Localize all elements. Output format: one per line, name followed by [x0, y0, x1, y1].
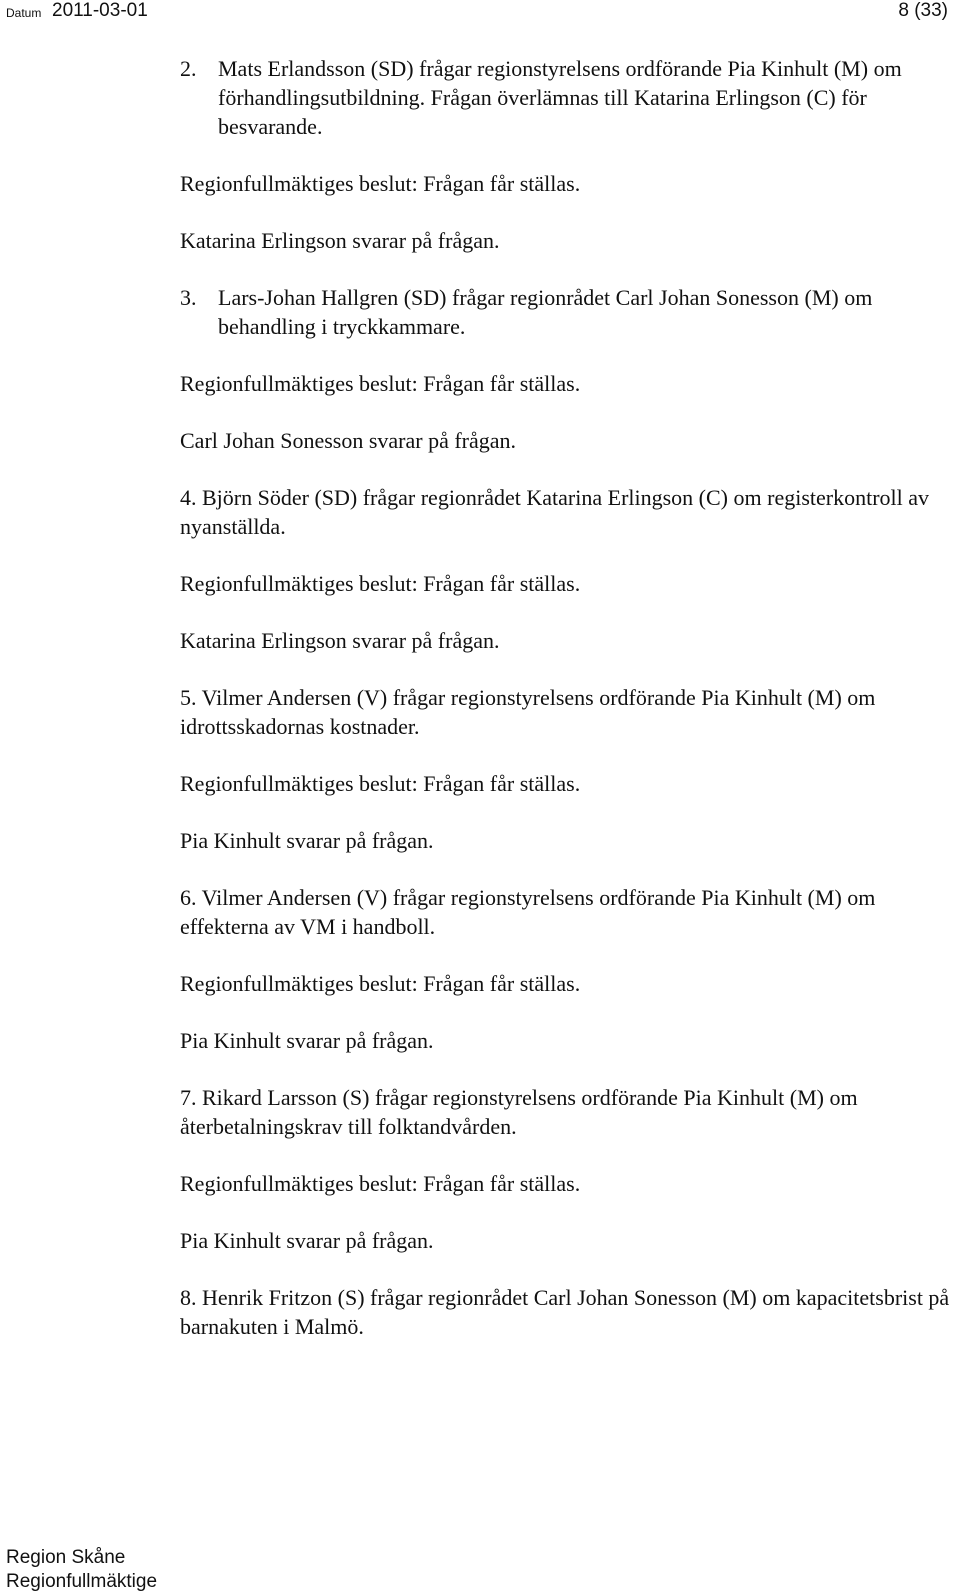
question-item: [180, 1083, 950, 1141]
page-number: 8 (33): [898, 0, 948, 21]
item-number: 5.: [180, 685, 197, 710]
question-item: [180, 54, 948, 141]
item-text: Vilmer Andersen (V) frågar regionstyrelsens ordförande Pia Kinhult (M) om effekterna av VM i handboll.: [180, 885, 876, 939]
item-text: Lars-Johan Hallgren (SD) frågar regionrådet Carl Johan Sonesson (M) om behandling i tryckkammare.: [218, 285, 873, 339]
decision-text: Regionfullmäktiges beslut: Frågan får ställas.: [180, 371, 581, 396]
item-text: Björn Söder (SD) frågar regionrådet Katarina Erlingson (C) om registerkontroll av nyanställda.: [180, 485, 930, 539]
item-text: Rikard Larsson (S) frågar regionstyrelsens ordförande Pia Kinhult (M) om återbetalningskrav till folktandvården.: [180, 1085, 858, 1139]
decision-text: Regionfullmäktiges beslut: Frågan får ställas.: [180, 771, 581, 796]
item-number: 2.: [180, 56, 197, 81]
page-footer: [6, 1546, 157, 1594]
answer-text: Pia Kinhult svarar på frågan.: [180, 1228, 434, 1253]
decision-text: Regionfullmäktiges beslut: Frågan får ställas.: [180, 1171, 581, 1196]
question-item: [180, 1283, 950, 1341]
answer-text: Katarina Erlingson svarar på frågan.: [180, 228, 500, 253]
item-number: 3.: [180, 285, 197, 310]
item-text: Vilmer Andersen (V) frågar regionstyrelsens ordförande Pia Kinhult (M) om idrottsskadornas kostnader.: [180, 685, 876, 739]
decision-text: Regionfullmäktiges beslut: Frågan får ställas.: [180, 171, 581, 196]
answer-text: Carl Johan Sonesson svarar på frågan.: [180, 428, 517, 453]
decision-text: Regionfullmäktiges beslut: Frågan får ställas.: [180, 571, 581, 596]
decision-text: Regionfullmäktiges beslut: Frågan får ställas.: [180, 971, 581, 996]
answer-text: Pia Kinhult svarar på frågan.: [180, 1028, 434, 1053]
footer-organization: Region Skåne: [6, 1547, 126, 1568]
item-number: 8.: [180, 1285, 197, 1310]
document-body: [0, 54, 960, 1341]
answer-text: Pia Kinhult svarar på frågan.: [180, 828, 434, 853]
item-text: Henrik Fritzon (S) frågar regionrådet Carl Johan Sonesson (M) om kapacitetsbrist på barnakuten i Malmö.: [180, 1285, 950, 1339]
item-number: 7.: [180, 1085, 197, 1110]
question-item: [180, 883, 950, 941]
datum-label: Datum: [6, 6, 42, 20]
document-date: 2011-03-01: [52, 0, 148, 21]
question-item: [180, 283, 948, 341]
answer-text: Katarina Erlingson svarar på frågan.: [180, 628, 500, 653]
question-item: [180, 483, 950, 541]
item-number: 6.: [180, 885, 197, 910]
page-header: [0, 0, 960, 30]
item-number: 4.: [180, 485, 197, 510]
question-item: [180, 683, 950, 741]
footer-body: Regionfullmäktige: [6, 1571, 158, 1592]
item-text: Mats Erlandsson (SD) frågar regionstyrelsens ordförande Pia Kinhult (M) om förhandlingsutbildning. Frågan överlämnas till Katarina Erlingson (C) för besvarande.: [218, 56, 902, 139]
